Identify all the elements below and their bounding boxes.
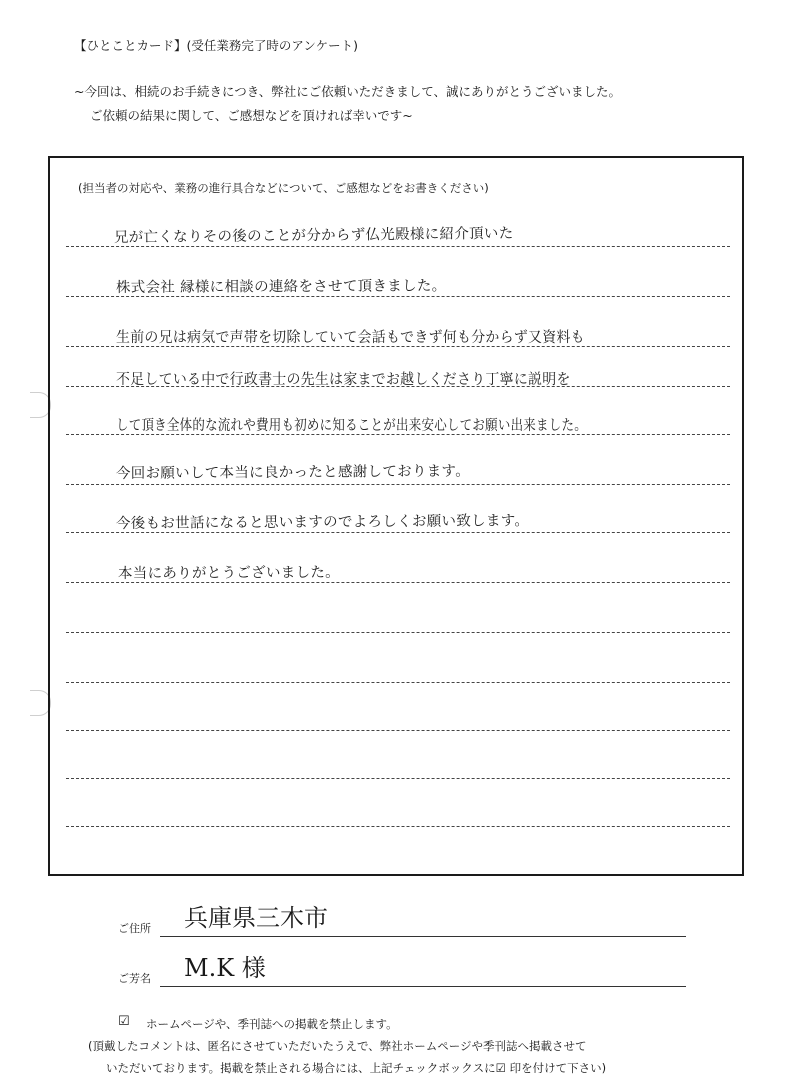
handwritten-line-2: 株式会社 縁様に相談の連絡をさせて頂きました。 — [115, 278, 447, 296]
name-underline — [160, 986, 686, 987]
intro-text-line-1: ~今回は、相続のお手続きにつき、弊社にご依頼いただきまして、誠にありがとうございました。 — [74, 84, 621, 99]
address-value: 兵庫県三木市 — [184, 904, 328, 932]
intro-text-line-2: ご依頼の結果に関して、ご感想などを頂ければ幸いです~ — [90, 108, 413, 123]
name-label: ご芳名 — [118, 972, 151, 985]
handwritten-line-7: 今後もお世話になると思いますのでよろしくお願い致します。 — [115, 513, 530, 532]
writing-line — [66, 484, 730, 485]
handwritten-line-5: して頂き全体的な流れや費用も初めに知ることが出来安心してお願い出来ました。 — [116, 418, 587, 434]
handwritten-line-1: 兄が亡くなりその後のことが分からず仏光殿様に紹介頂いた — [113, 225, 514, 247]
writing-line — [66, 632, 730, 633]
handwritten-line-8: 本当にありがとうございました。 — [117, 564, 340, 582]
handwritten-line-3: 生前の兄は病気で声帯を切除していて会話もできず何も分からず又資料も — [116, 330, 585, 346]
address-label: ご住所 — [118, 922, 151, 935]
name-value: M.K 様 — [184, 954, 266, 982]
address-underline — [160, 936, 686, 937]
publication-note-line-1: (頂戴したコメントは、匿名にさせていただいたうえで、弊社ホームページや季刊誌へ掲載させて — [88, 1039, 587, 1053]
publication-note-line-2: いただいております。掲載を禁止される場合には、上記チェックボックスに☑ 印を付けて下さい) — [106, 1061, 607, 1075]
handwritten-line-4: 不足している中で行政書士の先生は家までお越しくださり丁寧に説明を — [116, 372, 571, 388]
handwritten-line-6: 今回お願いして本当に良かったと感謝しております。 — [115, 463, 471, 483]
no-publish-checkbox[interactable]: ☑ — [118, 1014, 130, 1029]
writing-line — [66, 730, 730, 731]
writing-line — [66, 826, 730, 827]
comment-box — [48, 156, 744, 876]
comment-prompt: (担当者の対応や、業務の進行具合などについて、ご感想などをお書きください) — [78, 181, 489, 195]
card-title: 【ひとことカード】(受任業務完了時のアンケート) — [74, 38, 359, 53]
no-publish-label: ホームページや、季刊誌への掲載を禁止します。 — [146, 1017, 398, 1031]
writing-line — [66, 682, 730, 683]
writing-line — [66, 778, 730, 779]
